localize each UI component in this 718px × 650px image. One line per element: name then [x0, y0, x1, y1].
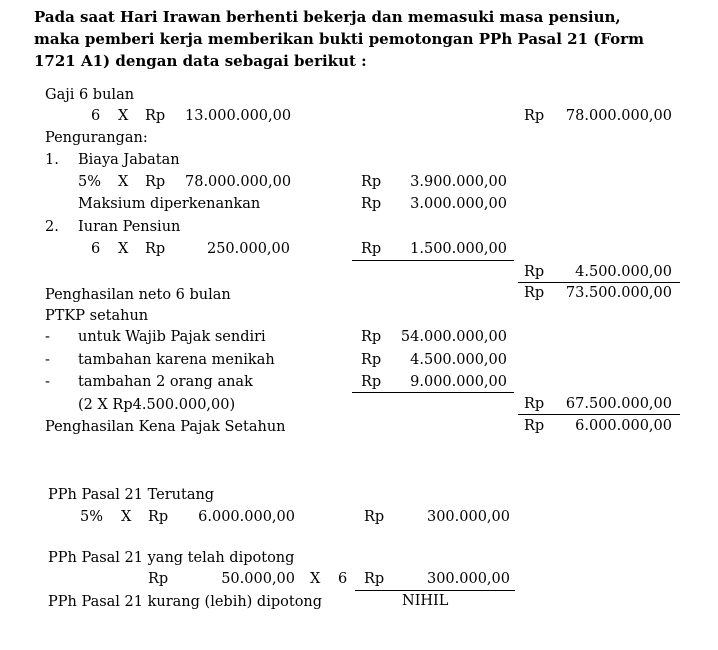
ptkp-total: 67.500.000,00 [565, 396, 672, 412]
ptkp-item-label: untuk Wajib Pajak sendiri [78, 329, 266, 345]
ptkp-item-value: 54.000.000,00 [400, 329, 507, 345]
terutang-rp: Rp [148, 509, 169, 525]
pengurangan-total-rp: Rp [524, 264, 545, 280]
gaji-multiplier: 6 [91, 108, 101, 124]
intro-line-1: Pada saat Hari Irawan berhenti bekerja dan memasuki masa pensiun, [34, 8, 621, 26]
ptkp-item-value: 4.500.000,00 [410, 352, 507, 368]
iuran-pensiun-calc-rp: Rp [361, 241, 382, 257]
biaya-jabatan-times: X [118, 174, 129, 190]
dipotong-multiplier: 6 [338, 571, 348, 587]
biaya-jabatan-max-label: Maksium diperkenankan [78, 196, 261, 212]
gaji-rp: Rp [145, 108, 166, 124]
terutang-base: 6.000.000,00 [198, 509, 295, 525]
intro-paragraph [34, 6, 688, 72]
ptkp-item-dash: - [45, 352, 50, 368]
kurang-label: PPh Pasal 21 kurang (lebih) dipotong [48, 594, 323, 610]
subtotal-rule-1 [352, 260, 514, 261]
biaya-jabatan-no: 1. [45, 152, 59, 168]
biaya-jabatan-label: Biaya Jabatan [78, 152, 180, 168]
neto-value: 73.500.000,00 [565, 285, 672, 301]
gaji-times: X [118, 108, 129, 124]
iuran-pensiun-rp: Rp [145, 241, 166, 257]
terutang-calc-rp: Rp [364, 509, 385, 525]
ptkp-label: PTKP setahun [45, 308, 149, 324]
gaji-total: 78.000.000,00 [565, 108, 672, 124]
pkp-value: 6.000.000,00 [575, 418, 672, 434]
biaya-jabatan-calc: 3.900.000,00 [410, 174, 507, 190]
biaya-jabatan-rp: Rp [145, 174, 166, 190]
ptkp-note: (2 X Rp4.500.000,00) [78, 397, 236, 413]
dipotong-label: PPh Pasal 21 yang telah dipotong [48, 550, 295, 566]
subtotal-rule-3 [352, 392, 514, 393]
iuran-pensiun-multiplier: 6 [91, 241, 101, 257]
biaya-jabatan-calc-rp: Rp [361, 174, 382, 190]
iuran-pensiun-calc: 1.500.000,00 [410, 241, 507, 257]
ptkp-item-value: 9.000.000,00 [410, 374, 507, 390]
iuran-pensiun-label: Iuran Pensiun [78, 219, 181, 235]
ptkp-item-dash: - [45, 329, 50, 345]
terutang-calc: 300.000,00 [426, 509, 510, 525]
neto-rp: Rp [524, 285, 545, 301]
terutang-pct: 5% [80, 509, 104, 525]
pkp-label: Penghasilan Kena Pajak Setahun [45, 419, 286, 435]
kurang-value: NIHIL [402, 593, 449, 609]
intro-line-3: 1721 A1) dengan data sebagai berikut : [34, 52, 367, 70]
pengurangan-label: Pengurangan: [45, 130, 148, 146]
biaya-jabatan-max: 3.000.000,00 [410, 196, 507, 212]
terutang-label: PPh Pasal 21 Terutang [48, 487, 215, 503]
pengurangan-total: 4.500.000,00 [575, 264, 672, 280]
ptkp-item-rp: Rp [361, 352, 382, 368]
ptkp-total-rp: Rp [524, 396, 545, 412]
gaji-amount: 13.000.000,00 [185, 108, 292, 124]
dipotong-times: X [310, 571, 321, 587]
ptkp-item-rp: Rp [361, 374, 382, 390]
gaji-label: Gaji 6 bulan [45, 87, 135, 103]
iuran-pensiun-no: 2. [45, 219, 59, 235]
biaya-jabatan-base: 78.000.000,00 [185, 174, 292, 190]
dipotong-calc: 300.000,00 [426, 571, 510, 587]
iuran-pensiun-times: X [118, 241, 129, 257]
intro-line-2: maka pemberi kerja memberikan bukti pemotongan PPh Pasal 21 (Form [34, 30, 644, 48]
pkp-rp: Rp [524, 418, 545, 434]
ptkp-item-rp: Rp [361, 329, 382, 345]
iuran-pensiun-amount: 250.000,00 [206, 241, 290, 257]
dipotong-rp: Rp [148, 571, 169, 587]
dipotong-amount: 50.000,00 [221, 571, 295, 587]
biaya-jabatan-max-rp: Rp [361, 196, 382, 212]
ptkp-item-dash: - [45, 374, 50, 390]
biaya-jabatan-pct: 5% [78, 174, 102, 190]
subtotal-rule-4 [518, 414, 680, 415]
dipotong-calc-rp: Rp [364, 571, 385, 587]
ptkp-item-label: tambahan 2 orang anak [78, 374, 253, 390]
ptkp-item-label: tambahan karena menikah [78, 352, 275, 368]
gaji-total-rp: Rp [524, 108, 545, 124]
neto-label: Penghasilan neto 6 bulan [45, 287, 231, 303]
terutang-times: X [121, 509, 132, 525]
